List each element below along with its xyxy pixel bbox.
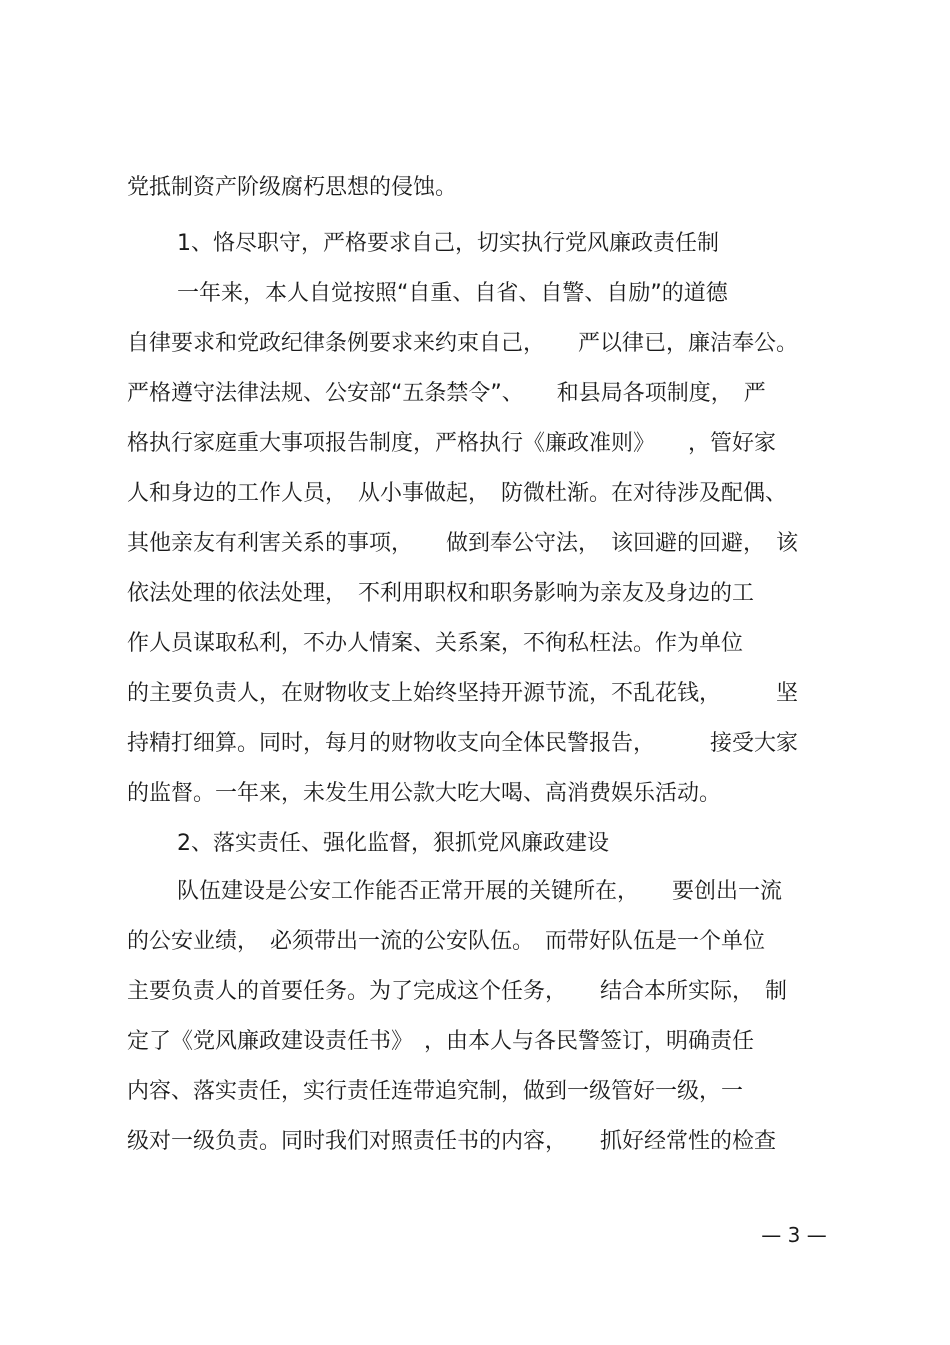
text-line: 人和身边的工作人员， 从小事做起， 防微杜渐。在对待涉及配偶、 — [127, 481, 788, 506]
text-line: 的主要负责人，在财物收支上始终坚持开源节流，不乱花钱， 坚 — [127, 681, 799, 706]
text-line: 其他亲友有利害关系的事项， 做到奉公守法， 该回避的回避， 该 — [127, 531, 799, 556]
page-number: — 3 — — [761, 1223, 827, 1247]
text-line: 的公安业绩， 必须带出一流的公安队伍。 而带好队伍是一个单位 — [127, 929, 766, 954]
text-line: 党抵制资产阶级腐朽思想的侵蚀。 — [127, 175, 458, 200]
text-line: 格执行家庭重大事项报告制度，严格执行《廉政准则》 ，管好家 — [127, 431, 777, 456]
text-line: 依法处理的依法处理， 不利用职权和职务影响为亲友及身边的工 — [127, 581, 755, 606]
text-line: 的监督。一年来，未发生用公款大吃大喝、高消费娱乐活动。 — [127, 781, 722, 806]
text-line: 级对一级负责。同时我们对照责任书的内容， 抓好经常性的检查 — [127, 1129, 777, 1154]
text-line: 作人员谋取私利，不办人情案、关系案，不徇私枉法。作为单位 — [127, 631, 744, 656]
text-line: 定了《党风廉政建设责任书》 ，由本人与各民警签订，明确责任 — [127, 1029, 755, 1054]
text-line: 一年来，本人自觉按照“自重、自省、自警、自励”的道德 — [177, 281, 728, 306]
text-line: 严格遵守法律法规、公安部“五条禁令”、 和县局各项制度， 严 — [127, 381, 766, 406]
text-line: 自律要求和党政纪律条例要求来约束自己， 严以律已，廉洁奉公。 — [127, 331, 799, 356]
text-line: 持精打细算。同时，每月的财物收支向全体民警报告， 接受大家 — [127, 731, 799, 756]
section-heading-2: 2、落实责任、强化监督，狠抓党风廉政建设 — [177, 831, 609, 856]
text-line: 主要负责人的首要任务。为了完成这个任务， 结合本所实际， 制 — [127, 979, 788, 1004]
text-line: 队伍建设是公安工作能否正常开展的关键所在， 要创出一流 — [177, 879, 783, 904]
section-heading-1: 1、恪尽职守，严格要求自己，切实执行党风廉政责任制 — [177, 231, 719, 256]
text-line: 内容、落实责任，实行责任连带追究制，做到一级管好一级，一 — [127, 1079, 744, 1104]
